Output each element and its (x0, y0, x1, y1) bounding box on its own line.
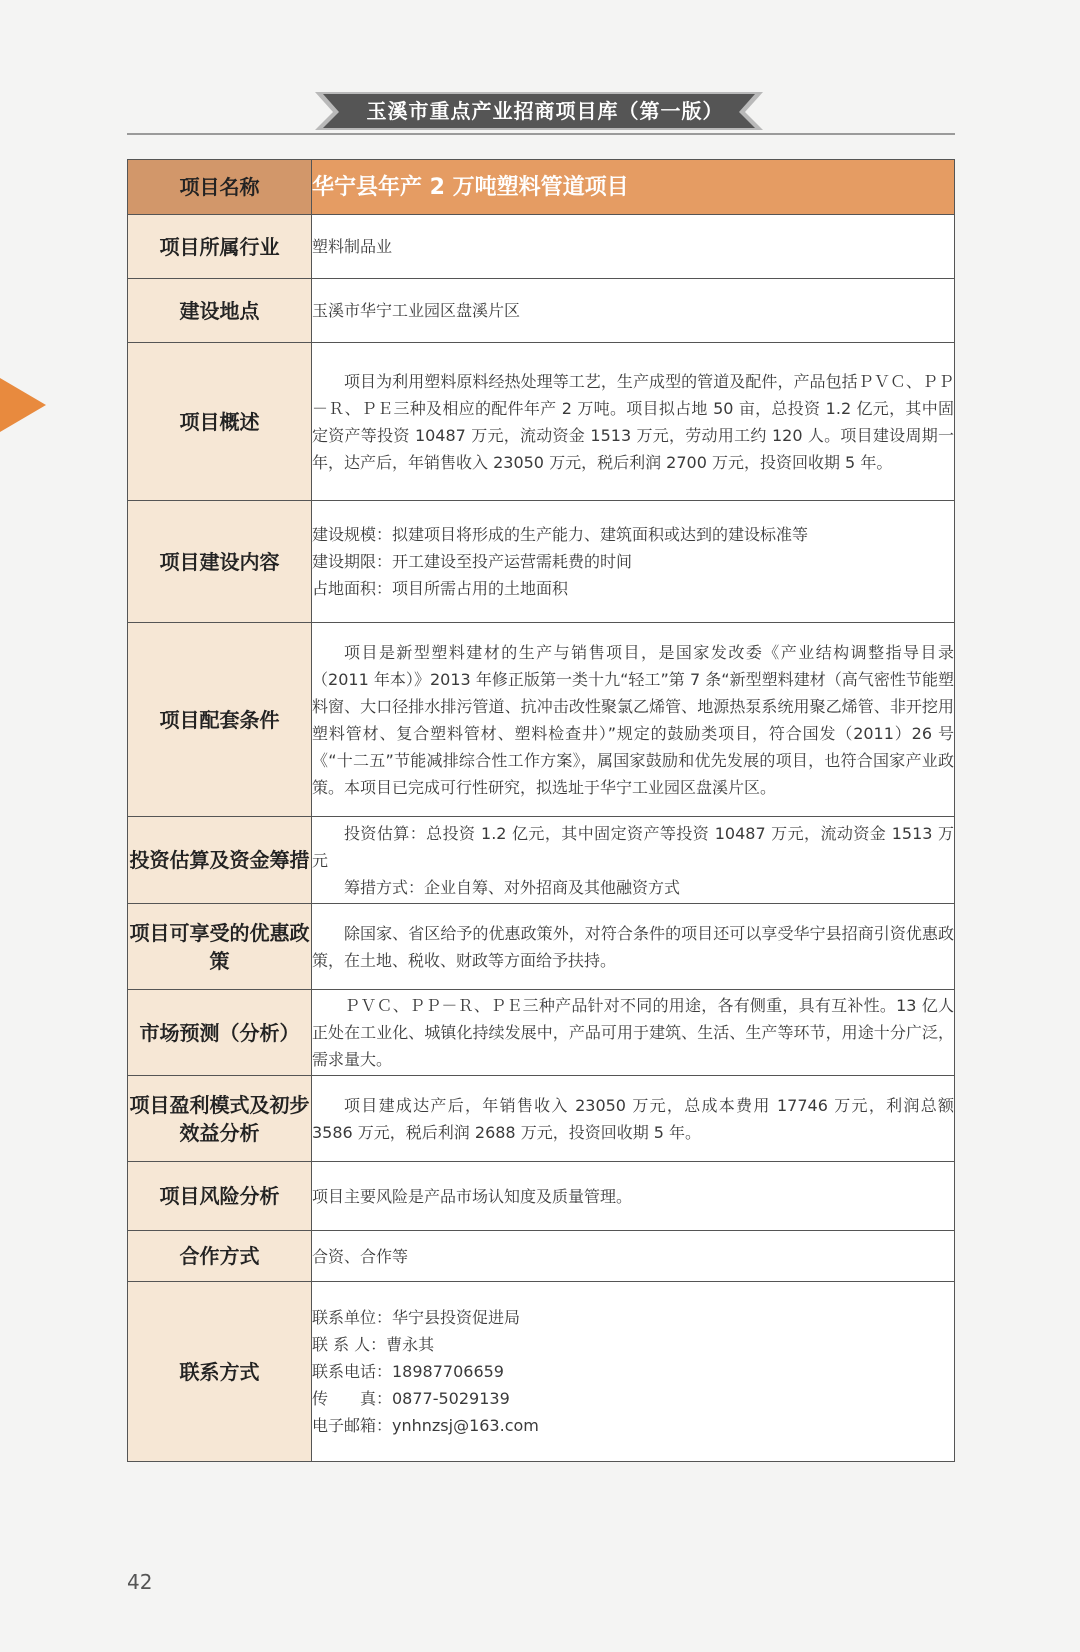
project-info-table (127, 159, 955, 1462)
profit-value: 项目建成达产后，年销售收入 23050 万元，总成本费用 17746 万元，利润总额 3586 万元，税后利润 2688 万元，投资回收期 5 年。 (312, 1076, 955, 1162)
profit-label: 项目盈利模式及初步效益分析 (128, 1076, 312, 1162)
investment-value (312, 817, 955, 904)
side-tab-arrow-icon (0, 378, 46, 432)
market-label: 市场预测（分析） (128, 990, 312, 1076)
investment-estimate: 投资估算：总投资 1.2 亿元，其中固定资产等投资 10487 万元，流动资金 1513 万元 (312, 823, 954, 870)
policy-label: 项目可享受的优惠政策 (128, 904, 312, 990)
coop-value: 合资、合作等 (312, 1231, 955, 1282)
risk-value: 项目主要风险是产品市场认知度及质量管理。 (312, 1162, 955, 1231)
contact-phone: 联系电话：18987706659 (312, 1362, 504, 1381)
construction-scale: 建设规模：拟建项目将形成的生产能力、建筑面积或达到的建设标准等 (312, 525, 809, 544)
header-banner (127, 92, 955, 138)
overview-label: 项目概述 (128, 343, 312, 501)
location-label: 建设地点 (128, 279, 312, 343)
policy-value: 除国家、省区给予的优惠政策外，对符合条件的项目还可以享受华宁县招商引资优惠政策，在土地、税收、财政等方面给予扶持。 (312, 904, 955, 990)
contact-fax: 传 真：0877-5029139 (312, 1389, 510, 1408)
supporting-value: 项目是新型塑料建材的生产与销售项目，是国家发改委《产业结构调整指导目录（2011 年本）》2013 年修正版第一类十九“轻工”第 7 条“新型塑料建材（高气密性节能塑料窗、大口径排水排污管道、抗冲击改性聚氯乙烯管、地源热泵系统用聚乙烯管、非开挖用塑料管材、复合塑料管材、塑料检查井）”规定的鼓励类项目，符合国发（2011）26 号《“十二五”节能减排综合性工作方案》，属国家鼓励和优先发展的项目，也符合国家产业政策。本项目已完成可行性研究，拟选址于华宁工业园区盘溪片区。 (312, 623, 955, 817)
table-row (128, 215, 955, 279)
market-value: ＰＶＣ、ＰＰ－Ｒ、ＰＥ三种产品针对不同的用途，各有侧重，具有互补性。13 亿人正处在工业化、城镇化持续发展中，产品可用于建筑、生活、生产等环节，用途十分广泛，需求量大。 (312, 990, 955, 1076)
construction-period: 建设期限：开工建设至投产运营需耗费的时间 (312, 552, 633, 571)
table-row (128, 1282, 955, 1462)
industry-value: 塑料制品业 (312, 215, 955, 279)
supporting-label: 项目配套条件 (128, 623, 312, 817)
table-row (128, 623, 955, 817)
investment-label: 投资估算及资金筹措 (128, 817, 312, 904)
overview-value: 项目为利用塑料原料经热处理等工艺，生产成型的管道及配件，产品包括ＰＶＣ、ＰＰ－Ｒ、ＰＥ三种及相应的配件年产 2 万吨。项目拟占地 50 亩，总投资 1.2 亿元，其中固定资产等投资 10487 万元，流动资金 1513 万元，劳动用工约 120 人。项目建设周期一年，达产后，年销售收入 23050 万元，税后利润 2700 万元，投资回收期 5 年。 (312, 343, 955, 501)
table-row (128, 279, 955, 343)
location-value: 玉溪市华宁工业园区盘溪片区 (312, 279, 955, 343)
construction-value (312, 501, 955, 623)
table-row (128, 904, 955, 990)
contact-email: 电子邮箱：ynhnzsj@163.com (312, 1416, 539, 1435)
document-series-title: 玉溪市重点产业招商项目库（第一版） (366, 99, 724, 123)
table-row (128, 1076, 955, 1162)
contact-unit: 联系单位：华宁县投资促进局 (312, 1308, 521, 1327)
table-row (128, 1231, 955, 1282)
construction-area: 占地面积：项目所需占用的土地面积 (312, 579, 569, 598)
page-number: 42 (127, 1570, 153, 1594)
coop-label: 合作方式 (128, 1231, 312, 1282)
contact-label: 联系方式 (128, 1282, 312, 1462)
table-row (128, 1162, 955, 1231)
risk-label: 项目风险分析 (128, 1162, 312, 1231)
project-name-value: 华宁县年产 2 万吨塑料管道项目 (312, 160, 955, 215)
contact-person: 联 系 人：曹永其 (312, 1335, 435, 1354)
table-row (128, 990, 955, 1076)
table-row (128, 160, 955, 215)
header-rule (127, 133, 955, 135)
table-row (128, 343, 955, 501)
industry-label: 项目所属行业 (128, 215, 312, 279)
contact-value (312, 1282, 955, 1462)
construction-label: 项目建设内容 (128, 501, 312, 623)
table-row (128, 501, 955, 623)
project-name-label: 项目名称 (128, 160, 312, 215)
table-row (128, 817, 955, 904)
investment-funding: 筹措方式：企业自筹、对外招商及其他融资方式 (344, 877, 681, 897)
